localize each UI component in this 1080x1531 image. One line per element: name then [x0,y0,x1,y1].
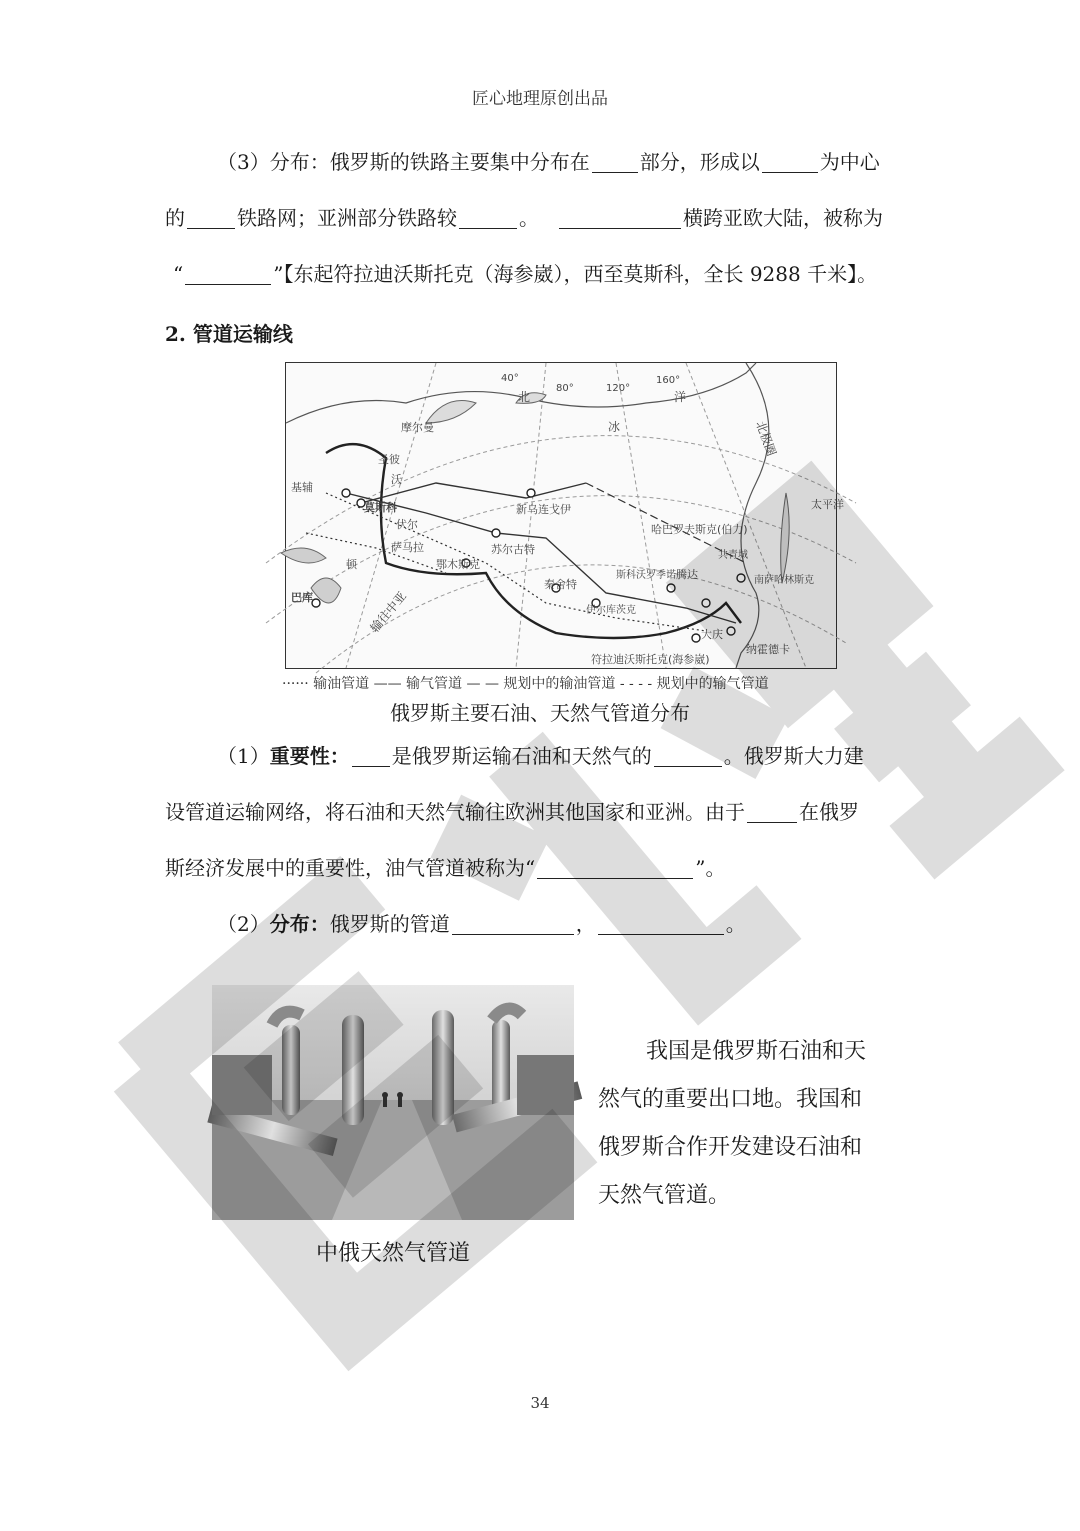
map-label: 莫斯科 [364,501,397,514]
map-label: 输往中亚 [367,589,410,635]
text: ”。 [695,856,726,880]
text: “ [173,262,184,286]
map-label: 新乌连戈伊 [516,503,571,516]
text: （1） [217,744,270,768]
map-label: 基辅 [291,481,313,494]
map-label: 顿 [346,558,357,571]
text: 的 [165,206,185,230]
pipeline-map [285,362,844,669]
text: 重要性： [269,744,350,768]
text: 。 [519,206,539,230]
map-label: 太平洋 [811,498,844,511]
text: ， [575,912,596,936]
map-label: 摩尔曼 [401,421,434,434]
pipeline-distribution-paragraph [165,896,925,952]
fill-blank[interactable] [537,858,693,879]
text: 。 [725,912,746,936]
fill-blank[interactable] [559,208,681,229]
map-label: 洋 [674,390,687,404]
fill-blank[interactable] [452,914,574,935]
map-label: 大庆 [701,628,723,641]
text: 在俄罗 [799,800,859,824]
railway-distribution-paragraph [165,134,925,302]
map-label: 哈巴罗夫斯克(伯力) [651,523,748,536]
page-header: 匠心地理原创出品 [472,89,608,109]
section-heading: 2. 管道运输线 [165,322,293,346]
map-label: 伏尔 [396,518,418,531]
text: 横跨亚欧大陆，被称为 [683,206,883,230]
fill-blank[interactable] [598,914,724,935]
fill-blank[interactable] [762,152,818,173]
text: ”【东起符拉迪沃斯托克（海参崴），西至莫斯科，全长 9288 千米】。 [273,262,878,286]
map-label: 北 [518,390,531,404]
map-label: 斯科沃罗季诺 [616,570,676,581]
map-label: 鄂木斯克 [436,558,480,571]
text: 分布： [269,912,330,936]
text: （2） [217,912,270,936]
side-note-line: 俄罗斯合作开发建设石油和 [598,1135,863,1160]
text: 为中心 [819,150,880,174]
text: 斯经济发展中的重要性，油气管道被称为“ [165,856,536,880]
map-label: 伊尔库茨克 [586,605,636,616]
fill-blank[interactable] [459,208,517,229]
fill-blank[interactable] [592,152,638,173]
fill-blank[interactable] [187,208,235,229]
text: 。俄罗斯大力建 [723,744,864,768]
map-label: 秦舍特 [544,578,577,591]
map-label: 40° [501,373,519,384]
fill-blank[interactable] [654,746,722,767]
map-caption: 俄罗斯主要石油、天然气管道分布 [390,701,690,725]
map-label: 北极圈 [753,419,779,458]
text: 铁路网；亚洲部分铁路较 [237,206,457,230]
map-label: 巴库 [291,591,313,604]
pipeline-importance-paragraph [165,728,925,896]
map-label: 120° [606,383,631,394]
map-label: 80° [556,383,574,394]
text: 俄罗斯的管道 [329,912,450,936]
map-label: 160° [656,375,681,386]
fill-blank[interactable] [185,264,271,285]
gas-pipeline-photo [212,985,574,1220]
map-label: 符拉迪沃斯托克(海参崴) [591,653,710,666]
map-drawing [286,363,844,668]
side-note-line: 然气的重要出口地。我国和 [598,1087,863,1112]
photo-caption: 中俄天然气管道 [315,1241,470,1266]
text: （3）分布：俄罗斯的铁路主要集中分布在 [217,150,590,174]
text: 部分，形成以 [639,150,760,174]
map-legend: ······ 输油管道 —— 输气管道 — — 规划中的输油管道 - - - - 规划中的输气管道 [282,676,769,692]
map-label: 苏尔古特 [491,543,535,556]
side-note [598,1028,918,1220]
photo-drawing [212,985,574,1220]
map-label: 圣彼 [378,453,400,466]
map-label: 纳霍德卡 [746,643,790,656]
side-note-line: 天然气管道。 [598,1183,731,1208]
map-label: 共青城 [718,550,748,561]
page-number: 34 [530,1394,550,1412]
text: 是俄罗斯运输石油和天然气的 [391,744,652,768]
side-note-line: 我国是俄罗斯石油和天 [646,1039,867,1064]
map-label: 腾达 [676,568,698,581]
fill-blank[interactable] [747,802,797,823]
map-label: 萨马拉 [391,541,424,554]
text: 设管道运输网络，将石油和天然气输往欧洲其他国家和亚洲。由于 [165,800,745,824]
fill-blank[interactable] [352,746,390,767]
map-label: 南萨哈林斯克 [754,575,814,586]
map-label: 沃 [391,473,402,486]
map-label: 冰 [608,420,621,434]
